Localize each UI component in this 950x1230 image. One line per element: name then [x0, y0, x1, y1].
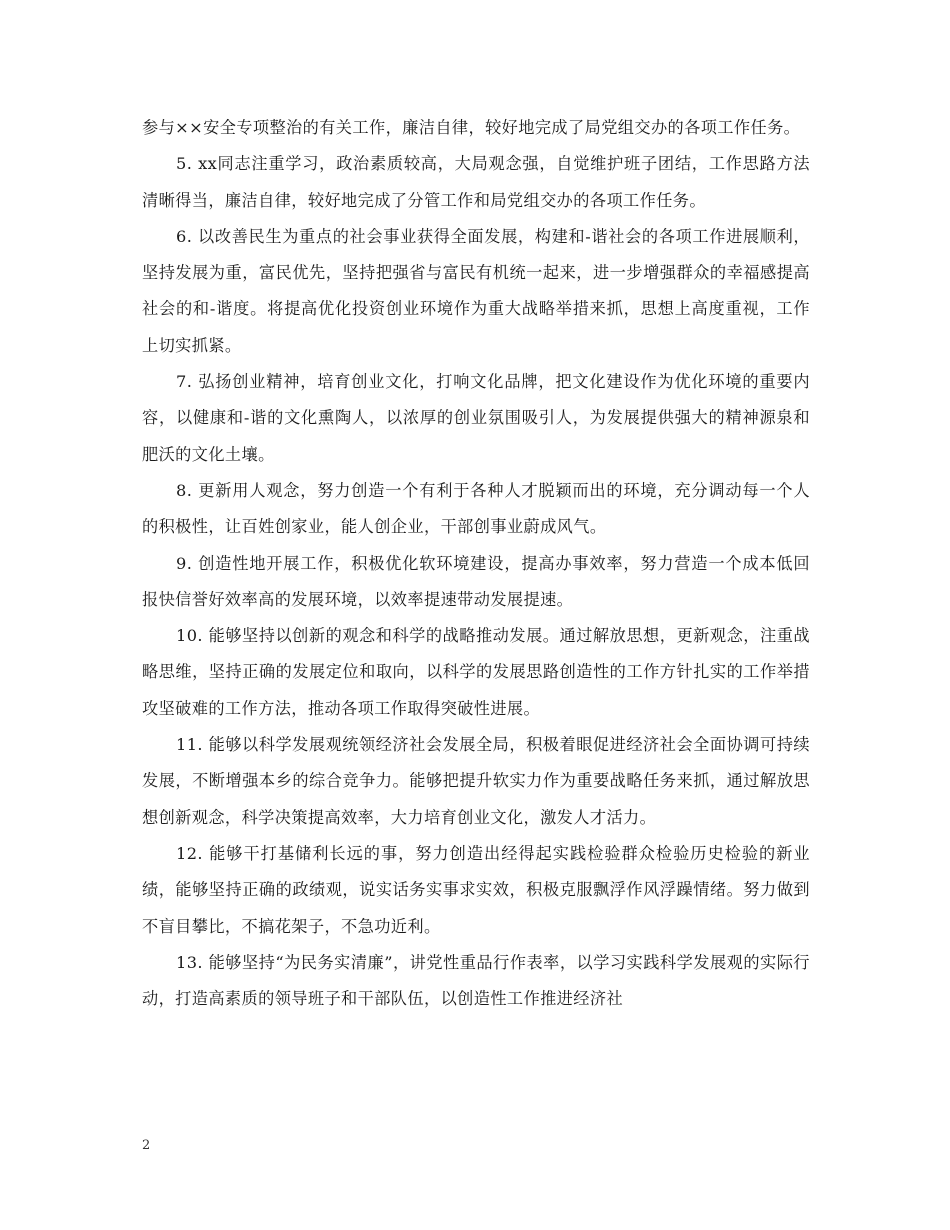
page-number: 2 — [142, 1138, 151, 1153]
paragraph-item-9: 9. 创造性地开展工作，积极优化软环境建设，提高办事效率，努力营造一个成本低回报快信誉好效率高的发展环境，以效率提速带动发展提速。 — [142, 553, 810, 609]
paragraph-item-10: 10. 能够坚持以创新的观念和科学的战略推动发展。通过解放思想，更新观念，注重战略思维，坚持正确的发展定位和取向，以科学的发展思路创造性的工作方针扎实的工作举措攻坚破难的工作方法，推动各项工作取得突破性进展。 — [142, 626, 810, 718]
paragraph-item-13: 13. 能够坚持“为民务实清廉”，讲党性重品行作表率，以学习实践科学发展观的实际行动，打造高素质的领导班子和干部队伍，以创造性工作推进经济社 — [142, 952, 810, 1009]
paragraph-item-11: 11. 能够以科学发展观统领经济社会发展全局，积极着眼促进经济社会全面协调可持续发展，不断增强本乡的综合竞争力。能够把提升软实力作为重要战略任务来抓，通过解放思想创新观念，科学决策提高效率，大力培育创业文化，激发人才活力。 — [142, 735, 810, 827]
paragraph-item-5: 5. xx同志注重学习，政治素质较高，大局观念强，自觉维护班子团结，工作思路方法清晰得当，廉洁自律，较好地完成了分管工作和局党组交办的各项工作任务。 — [142, 154, 810, 210]
document-body — [142, 110, 810, 1017]
paragraph-continued: 参与××安全专项整治的有关工作，廉洁自律，较好地完成了局党组交办的各项工作任务。 — [142, 118, 801, 137]
paragraph-item-12: 12. 能够干打基储利长远的事，努力创造出经得起实践检验群众检验历史检验的新业绩，能够坚持正确的政绩观，说实话务实事求实效，积极克服飘浮作风浮躁情绪。努力做到不盲目攀比，不搞花架子，不急功近利。 — [142, 843, 810, 936]
paragraph-item-7: 7. 弘扬创业精神，培育创业文化，打响文化品牌，把文化建设作为优化环境的重要内容，以健康和-谐的文化熏陶人，以浓厚的创业氛围吸引人，为发展提供强大的精神源泉和肥沃的文化土壤。 — [142, 372, 810, 464]
paragraph-item-8: 8. 更新用人观念，努力创造一个有利于各种人才脱颖而出的环境，充分调动每一个人的积极性，让百姓创家业，能人创企业，干部创事业蔚成风气。 — [142, 480, 810, 537]
paragraph-item-6: 6. 以改善民生为重点的社会事业获得全面发展，构建和-谐社会的各项工作进展顺利，坚持发展为重，富民优先，坚持把强省与富民有机统一起来，进一步增强群众的幸福感提高社会的和-谐度。将提高优化投资创业环境作为重大战略举措来抓，思想上高度重视，工作上切实抓紧。 — [142, 226, 810, 355]
